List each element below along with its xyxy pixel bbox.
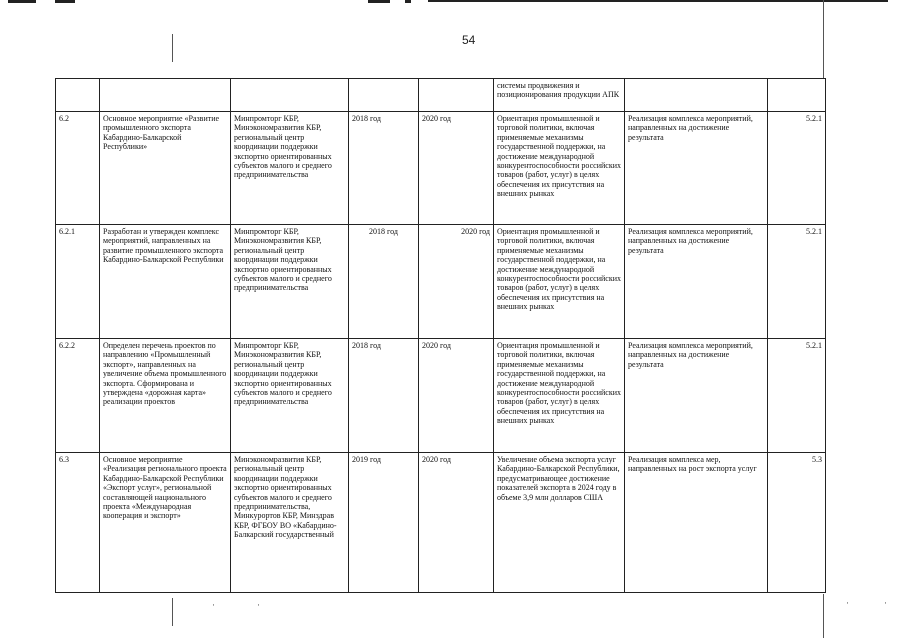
start-year-cell: 2018 год: [349, 339, 419, 453]
scan-mark: [368, 0, 390, 3]
link-cell: Реализация комплекса мер, направленных на рост экспорта услуг: [625, 453, 768, 593]
table-row: [56, 453, 826, 593]
end-year-cell: 2020 год: [419, 453, 494, 593]
result-cell: Ориентация промышленной и торговой политики, включая применяемые механизмы государственной поддержки, на достижение международной конкурентоспособности российских товаров (работ, услуг) в целях обеспечения их присутствия на внешних рынках: [494, 112, 625, 225]
link-cell: Реализация комплекса мероприятий, направленных на достижение результата: [625, 339, 768, 453]
indicator-cell: [768, 79, 826, 112]
table-row: [56, 339, 826, 453]
activity-cell: Разработан и утвержден комплекс мероприятий, направленных на развитие промышленного экспорта Кабардино-Балкарской Республики: [100, 225, 231, 339]
page-number: 54: [462, 33, 476, 47]
scan-line: [823, 594, 824, 638]
start-year-cell: [349, 79, 419, 112]
result-cell: системы продвижения и позиционирования продукции АПК: [494, 79, 625, 112]
activity-cell: Определен перечень проектов по направлению «Промышленный экспорт», направленных на увеличение объема промышленного экспорта. Сформирована и утверждена «дорожная карта» реализации проектов: [100, 339, 231, 453]
scan-line: [823, 0, 824, 78]
responsible-cell: Минпромторг КБР, Минэкономразвития КБР, региональный центр координации поддержки экспортно ориентированных субъектов малого и среднего предпринимательства: [231, 339, 349, 453]
result-cell: Ориентация промышленной и торговой политики, включая применяемые механизмы государственной поддержки, на достижение международной конкурентоспособности российских товаров (работ, услуг) в целях обеспечения их присутствия на внешних рынках: [494, 339, 625, 453]
responsible-cell: Минпромторг КБР, Минэкономразвития КБР, региональный центр координации поддержки экспортно ориентированных субъектов малого и среднего предпринимательства: [231, 225, 349, 339]
activity-cell: Основное мероприятие «Развитие промышленного экспорта Кабардино-Балкарской Республики»: [100, 112, 231, 225]
scan-mark: [55, 0, 75, 3]
indicator-cell: 5.2.1: [768, 339, 826, 453]
table-row: [56, 225, 826, 339]
end-year-cell: 2020 год: [419, 112, 494, 225]
result-cell: Ориентация промышленной и торговой политики, включая применяемые механизмы государственной поддержки, на достижение международной конкурентоспособности российских товаров (работ, услуг) в целях обеспечения их присутствия на внешних рынках: [494, 225, 625, 339]
scan-speck: ·: [212, 600, 215, 610]
end-year-cell: 2020 год: [419, 225, 494, 339]
responsible-cell: Минэкономразвития КБР, региональный центр координации поддержки экспортно ориентированных субъектов малого и среднего предпринимательства, Минкурортов КБР, Минздрав КБР, ФГБОУ ВО «Кабардино-Балкарский государственный: [231, 453, 349, 593]
start-year-cell: 2018 год: [349, 112, 419, 225]
start-year-cell: 2018 год: [349, 225, 419, 339]
responsible-cell: Минпромторг КБР, Минэкономразвития КБР, региональный центр координации поддержки экспортно ориентированных субъектов малого и среднего предпринимательства: [231, 112, 349, 225]
row-number: 6.3: [56, 453, 100, 593]
link-cell: [625, 79, 768, 112]
row-number: 6.2.1: [56, 225, 100, 339]
table-row: [56, 112, 826, 225]
indicator-cell: 5.3: [768, 453, 826, 593]
start-year-cell: 2019 год: [349, 453, 419, 593]
row-number: [56, 79, 100, 112]
scan-line: [172, 34, 173, 62]
scan-speck: ·: [846, 598, 849, 608]
activity-cell: [100, 79, 231, 112]
end-year-cell: [419, 79, 494, 112]
scan-speck: ·: [884, 598, 887, 608]
indicator-cell: 5.2.1: [768, 112, 826, 225]
scan-speck: ·: [257, 600, 260, 610]
row-number: 6.2: [56, 112, 100, 225]
scan-mark: [405, 0, 411, 3]
link-cell: Реализация комплекса мероприятий, направленных на достижение результата: [625, 112, 768, 225]
responsible-cell: [231, 79, 349, 112]
activity-cell: Основное мероприятие «Реализация регионального проекта Кабардино-Балкарской Республики «Экспорт услуг», региональной составляющей национального проекта «Международная кооперация и экспорт»: [100, 453, 231, 593]
scan-mark: [8, 0, 36, 3]
link-cell: Реализация комплекса мероприятий, направленных на достижение результата: [625, 225, 768, 339]
activities-table: [55, 78, 826, 593]
scan-mark: [428, 0, 888, 2]
result-cell: Увеличение объема экспорта услуг Кабардино-Балкарской Республики, предусматривающее достижение показателей экспорта в 2024 году в объеме 3,9 млн долларов США: [494, 453, 625, 593]
row-number: 6.2.2: [56, 339, 100, 453]
scan-line: [172, 598, 173, 626]
indicator-cell: 5.2.1: [768, 225, 826, 339]
end-year-cell: 2020 год: [419, 339, 494, 453]
table-row: [56, 79, 826, 112]
